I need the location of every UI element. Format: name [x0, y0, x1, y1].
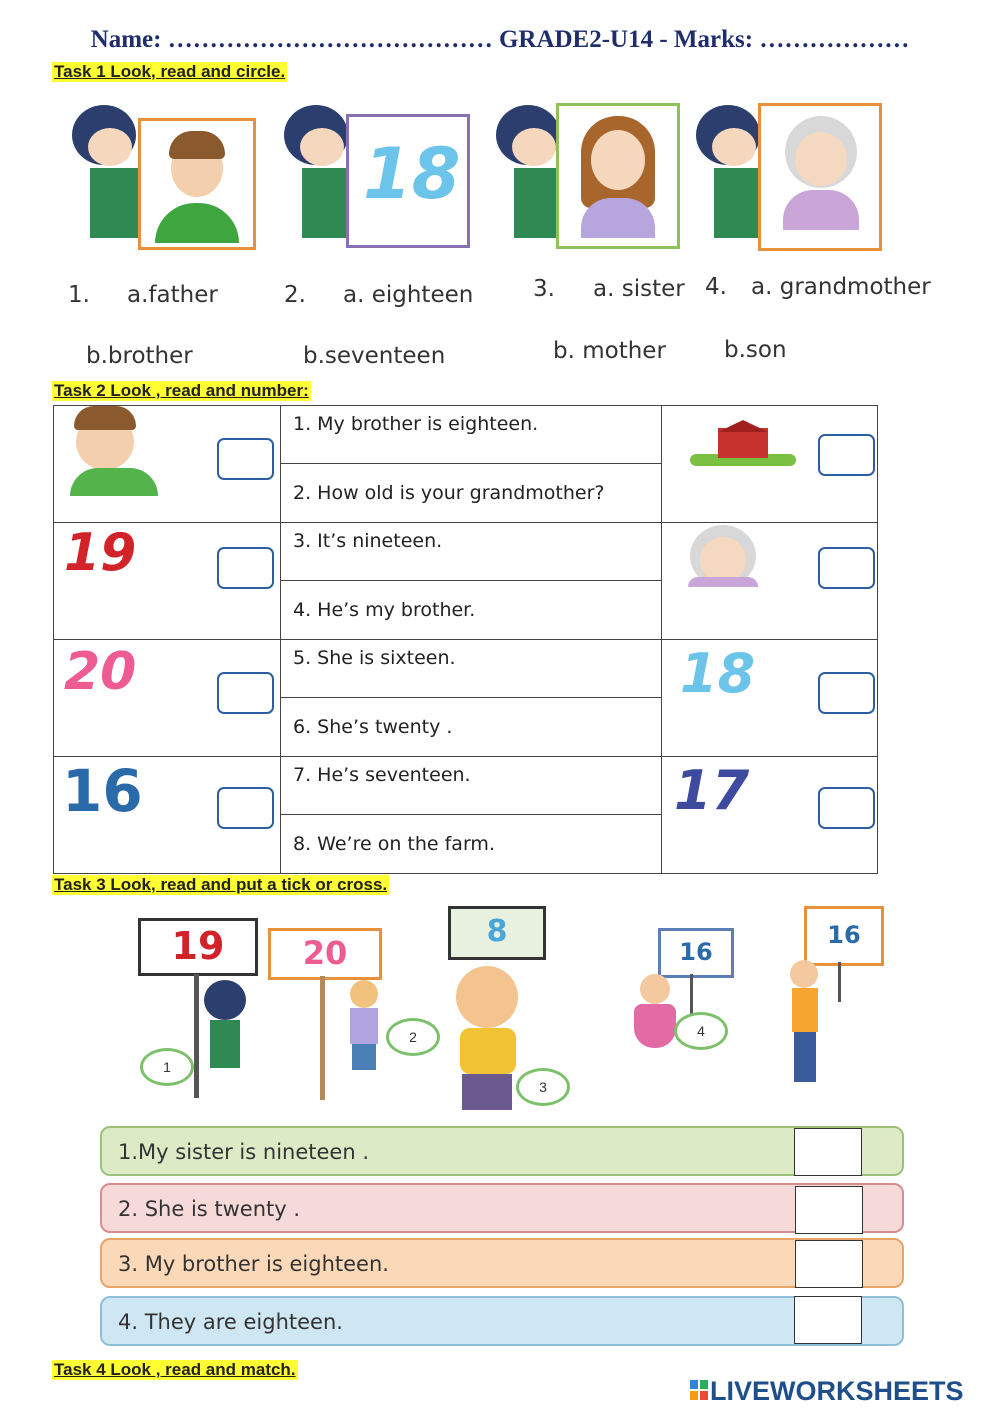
task1-option-1a[interactable]: a.father [127, 282, 218, 308]
task2-answer-box-17[interactable] [818, 787, 875, 829]
task3-answer-box-3[interactable] [795, 1240, 863, 1288]
task2-sentence-7: 7. He’s seventeen. [281, 758, 661, 815]
task2-sentence-8: 8. We’re on the farm. [293, 832, 495, 855]
task3-answer-box-2[interactable] [795, 1186, 863, 1234]
task2-sentence-1: 1. My brother is eighteen. [281, 407, 661, 464]
number-eighteen-picture-2: 18 [680, 642, 756, 705]
task3-answer-box-1[interactable] [794, 1128, 862, 1176]
task1-option-3a[interactable]: a. sister [593, 276, 685, 302]
boy-figure-3 [456, 966, 518, 1028]
task3-statement-4: 4. They are eighteen. [118, 1310, 343, 1334]
task1-option-1b[interactable]: b.brother [86, 343, 193, 369]
task2-sentences-7-8 [281, 757, 662, 874]
sign-twenty: 20 [268, 928, 382, 980]
sign-nineteen: 19 [138, 918, 258, 976]
number-eighteen-picture: 18 [363, 133, 461, 215]
task2-sentence-3: 3. It’s nineteen. [281, 524, 661, 581]
task1-item3-number: 3. [533, 276, 555, 302]
sign-sixteen-2: 16 [804, 906, 884, 966]
task2-title: Task 2 Look , read and number: [54, 381, 309, 400]
boy-figure-2 [350, 980, 378, 1008]
task2-answer-box-18[interactable] [818, 672, 875, 714]
task2-sentence-2: 2. How old is your grandmother? [293, 481, 605, 504]
task2-cell-20 [54, 640, 281, 757]
task1-option-4a[interactable]: a. grandmother [751, 274, 931, 300]
picture-sister-card [494, 95, 694, 250]
task3-statement-3: 3. My brother is eighteen. [118, 1252, 389, 1276]
task2-answer-box-19[interactable] [217, 547, 274, 589]
circle-label-3: 3 [516, 1068, 570, 1106]
task2-cell-19 [54, 523, 281, 640]
picture-father-card [70, 100, 260, 250]
picture-eighteen-card [282, 100, 482, 250]
task1-item1-number: 1. [68, 282, 90, 308]
task2-cell-grandmother [662, 523, 878, 640]
task1-title: Task 1 Look, read and circle. [54, 62, 286, 81]
task3-title: Task 3 Look, read and put a tick or cross. [54, 875, 388, 894]
picture-grandmother-card [694, 95, 894, 250]
task3-statement-1: 1.My sister is nineteen . [118, 1140, 369, 1164]
task1-option-2b[interactable]: b.seventeen [303, 343, 446, 369]
task2-answer-box-farm[interactable] [818, 434, 875, 476]
task1-item2-number: 2. [284, 282, 306, 308]
task2-cell-18 [662, 640, 878, 757]
task3-statement-bar-2 [100, 1183, 904, 1233]
logo-text: LIVEWORKSHEETS [710, 1376, 964, 1406]
task2-sentence-4: 4. He’s my brother. [293, 598, 476, 621]
task2-cell-farm [662, 406, 878, 523]
task2-answer-box-grandmother[interactable] [818, 547, 875, 589]
task2-sentence-5: 5. She is sixteen. [281, 641, 661, 698]
number-twenty-picture: 20 [64, 642, 137, 702]
task2-sentences-5-6 [281, 640, 662, 757]
task4-title: Task 4 Look , read and match. [54, 1360, 296, 1379]
number-seventeen-picture: 17 [674, 759, 750, 822]
task3-statement-bar-1 [100, 1126, 904, 1176]
task2-sentences-3-4 [281, 523, 662, 640]
circle-label-1: 1 [140, 1048, 194, 1086]
number-nineteen-picture: 19 [64, 523, 137, 583]
liveworksheets-logo [690, 1376, 990, 1406]
boy-figure-5 [790, 960, 818, 988]
girl-figure-1 [204, 980, 246, 1020]
task1-item4-number: 4. [705, 274, 727, 300]
task2-table [53, 405, 878, 874]
task2-cell-17 [662, 757, 878, 874]
task2-answer-box-20[interactable] [217, 672, 274, 714]
task1-option-4b[interactable]: b.son [724, 337, 787, 363]
task1-option-3b[interactable]: b. mother [553, 338, 666, 364]
circle-label-4: 4 [674, 1012, 728, 1050]
task3-statement-2: 2. She is twenty . [118, 1197, 301, 1221]
task2-sentences-1-2 [281, 406, 662, 523]
sign-sixteen-1: 16 [658, 928, 734, 978]
sign-eight: 8 [448, 906, 546, 960]
task3-answer-box-4[interactable] [794, 1296, 862, 1344]
task2-cell-boy [54, 406, 281, 523]
worksheet-header: Name: ………………………………… GRADE2-U14 - Marks: ……………… [90, 26, 910, 53]
number-sixteen-picture: 16 [62, 757, 143, 825]
task2-cell-16 [54, 757, 281, 874]
task2-answer-box-boy[interactable] [217, 438, 274, 480]
logo-icon [690, 1380, 708, 1400]
task1-option-2a[interactable]: a. eighteen [343, 282, 474, 308]
task3-statement-bar-4 [100, 1296, 904, 1346]
circle-label-2: 2 [386, 1018, 440, 1056]
girl-figure-4 [640, 974, 670, 1004]
task2-answer-box-16[interactable] [217, 787, 274, 829]
task3-statement-bar-3 [100, 1238, 904, 1288]
task2-sentence-6: 6. She’s twenty . [293, 715, 453, 738]
